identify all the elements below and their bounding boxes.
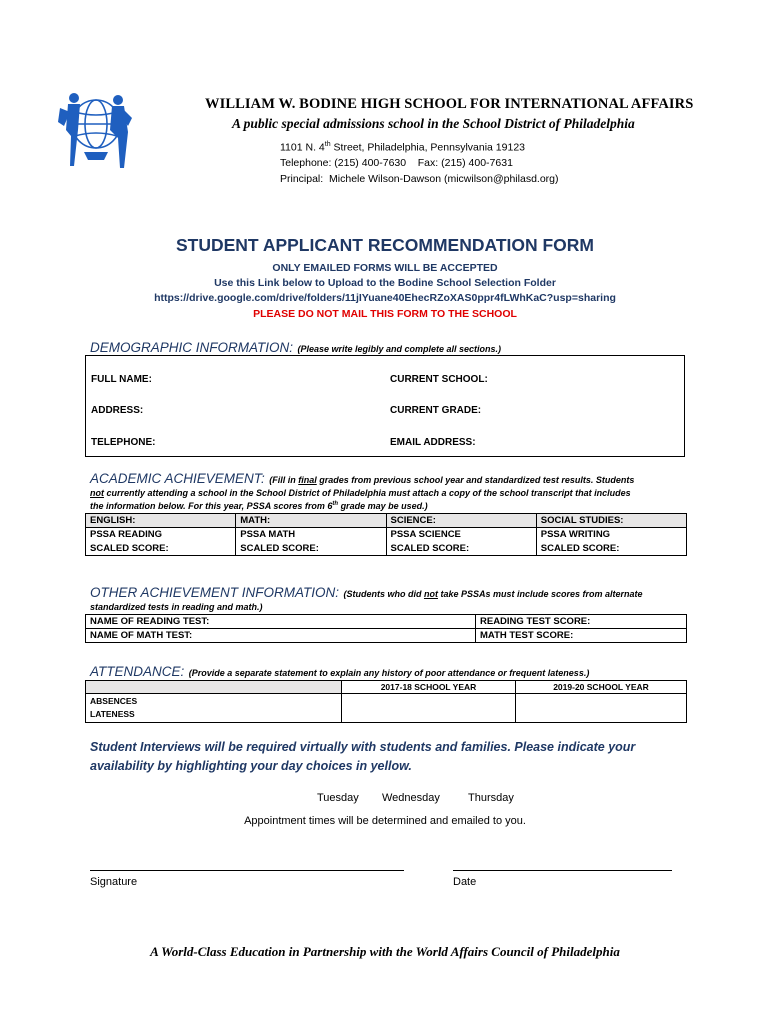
academic-note-not: not bbox=[90, 488, 104, 498]
pssa-science-label: PSSA SCIENCE bbox=[390, 529, 461, 540]
scaled-score-label: SCALED SCORE: bbox=[540, 543, 620, 554]
demographic-note: (Please write legibly and complete all sections.) bbox=[297, 344, 502, 354]
academic-note-c: currently attending a school in the School District of Philadelphia must attach a copy of the school transcript that includes bbox=[104, 488, 631, 498]
other-note-b: take PSSAs must include scores from alternate bbox=[437, 589, 643, 599]
academic-note-d: the information below. For this year, PSSA scores from 6 bbox=[90, 501, 333, 511]
other-heading bbox=[90, 584, 643, 602]
other-table bbox=[85, 614, 687, 643]
lateness-label: LATENESS bbox=[90, 709, 135, 719]
academic-note-final: final bbox=[298, 475, 317, 485]
academic-note-b: grades from previous school year and standardized test results. Students bbox=[316, 475, 635, 485]
day-tuesday[interactable]: Tuesday bbox=[317, 792, 359, 804]
day-wednesday[interactable]: Wednesday bbox=[382, 792, 440, 804]
math-test-name-field[interactable]: NAME OF MATH TEST: bbox=[86, 629, 476, 643]
math-header: MATH: bbox=[236, 514, 386, 528]
science-header: SCIENCE: bbox=[386, 514, 536, 528]
appointment-note: Appointment times will be determined and emailed to you. bbox=[244, 815, 526, 827]
other-note-a: (Students who did bbox=[343, 589, 424, 599]
school-name: WILLIAM W. BODINE HIGH SCHOOL FOR INTERNATIONAL AFFAIRS bbox=[205, 96, 694, 112]
academic-note-line2 bbox=[90, 488, 631, 498]
other-title: OTHER ACHIEVEMENT INFORMATION: bbox=[90, 585, 340, 600]
demographic-title: DEMOGRAPHIC INFORMATION: bbox=[90, 340, 294, 355]
notice-emailed-only: ONLY EMAILED FORMS WILL BE ACCEPTED bbox=[272, 262, 498, 274]
pssa-science-cell[interactable] bbox=[386, 528, 536, 556]
reading-test-score-field[interactable]: READING TEST SCORE: bbox=[476, 615, 687, 629]
scaled-score-label: SCALED SCORE: bbox=[90, 543, 169, 554]
reading-test-name-field[interactable]: NAME OF READING TEST: bbox=[86, 615, 476, 629]
full-name-field[interactable]: FULL NAME: bbox=[91, 374, 152, 385]
pssa-reading-cell[interactable] bbox=[86, 528, 236, 556]
academic-table bbox=[85, 513, 687, 556]
school-logo-icon bbox=[54, 86, 134, 178]
academic-note-a: (Fill in bbox=[269, 475, 299, 485]
attendance-title: ATTENDANCE: bbox=[90, 664, 185, 679]
year1-attendance-cell[interactable] bbox=[342, 694, 516, 723]
email-field[interactable]: EMAIL ADDRESS: bbox=[390, 437, 476, 448]
year1-header: 2017-18 SCHOOL YEAR bbox=[342, 681, 516, 694]
signature-line[interactable] bbox=[90, 870, 404, 871]
interview-notice: Student Interviews will be required virtually with students and families. Please indicate your availability by highlighting your day choices in yellow. bbox=[90, 740, 636, 773]
signature-label: Signature bbox=[90, 876, 138, 888]
other-note bbox=[343, 589, 642, 599]
day-thursday[interactable]: Thursday bbox=[468, 792, 514, 804]
pssa-writing-cell[interactable] bbox=[536, 528, 686, 556]
academic-note-e: grade may be used.) bbox=[338, 501, 428, 511]
address-suffix: Street, Philadelphia, Pennsylvania 19123 bbox=[330, 141, 525, 154]
address-prefix: 1101 N. 4 bbox=[280, 141, 325, 154]
school-principal: Principal: Michele Wilson-Dawson (micwilson@philasd.org) bbox=[280, 173, 559, 185]
school-tagline: A public special admissions school in the School District of Philadelphia bbox=[232, 116, 635, 131]
date-label: Date bbox=[453, 876, 477, 888]
academic-header-row bbox=[86, 514, 687, 528]
notice-upload-instruction: Use this Link below to Upload to the Bodine School Selection Folder bbox=[214, 277, 556, 289]
other-note-line2: standardized tests in reading and math.) bbox=[90, 602, 263, 612]
academic-score-row bbox=[86, 528, 687, 556]
pssa-reading-label: PSSA READING bbox=[90, 529, 162, 540]
social-studies-header: SOCIAL STUDIES: bbox=[536, 514, 686, 528]
form-title: STUDENT APPLICANT RECOMMENDATION FORM bbox=[175, 235, 595, 255]
date-line[interactable] bbox=[453, 870, 672, 871]
pssa-math-cell[interactable] bbox=[236, 528, 386, 556]
math-test-score-field[interactable]: MATH TEST SCORE: bbox=[476, 629, 687, 643]
english-header: ENGLISH: bbox=[86, 514, 236, 528]
scaled-score-label: SCALED SCORE: bbox=[240, 543, 319, 554]
attendance-table bbox=[85, 680, 687, 723]
current-school-field[interactable]: CURRENT SCHOOL: bbox=[390, 374, 488, 385]
scaled-score-label: SCALED SCORE: bbox=[390, 543, 470, 554]
address-sup: th bbox=[324, 141, 331, 148]
academic-heading bbox=[90, 470, 690, 488]
footer-tagline: A World-Class Education in Partnership with the World Affairs Council of Philadelphia bbox=[150, 944, 620, 959]
academic-title: ACADEMIC ACHIEVEMENT: bbox=[90, 471, 265, 486]
school-phone-fax: Telephone: (215) 400-7630 Fax: (215) 400-7631 bbox=[280, 157, 513, 169]
attendance-note: (Provide a separate statement to explain any history of poor attendance or frequent lateness.) bbox=[188, 668, 590, 678]
math-row bbox=[86, 629, 687, 643]
pssa-writing-label: PSSA WRITING bbox=[540, 529, 611, 540]
attendance-labels-cell bbox=[86, 694, 342, 723]
demographic-box bbox=[85, 355, 685, 457]
pssa-math-label: PSSA MATH bbox=[240, 529, 296, 540]
upload-link[interactable]: https://drive.google.com/drive/folders/11jIYuane40EhecRZoXAS0ppr4fLWhKaC?usp=sharing bbox=[154, 292, 616, 304]
attendance-header-row bbox=[86, 681, 687, 694]
attendance-heading bbox=[90, 663, 589, 681]
current-grade-field[interactable]: CURRENT GRADE: bbox=[390, 405, 482, 416]
reading-row bbox=[86, 615, 687, 629]
telephone-field[interactable]: TELEPHONE: bbox=[91, 437, 156, 448]
year2-header: 2019-20 SCHOOL YEAR bbox=[516, 681, 687, 694]
academic-note-line3 bbox=[90, 501, 428, 511]
other-note-not: not bbox=[423, 589, 438, 599]
school-address bbox=[280, 141, 525, 154]
academic-note-part bbox=[269, 475, 634, 485]
academic-note-sup: th bbox=[332, 501, 339, 507]
year2-attendance-cell[interactable] bbox=[516, 694, 687, 723]
absences-label: ABSENCES bbox=[90, 696, 138, 706]
notice-do-not-mail: PLEASE DO NOT MAIL THIS FORM TO THE SCHOOL bbox=[253, 308, 517, 320]
attendance-data-row bbox=[86, 694, 687, 723]
address-field[interactable]: ADDRESS: bbox=[91, 405, 144, 416]
attendance-corner-cell bbox=[86, 681, 342, 694]
